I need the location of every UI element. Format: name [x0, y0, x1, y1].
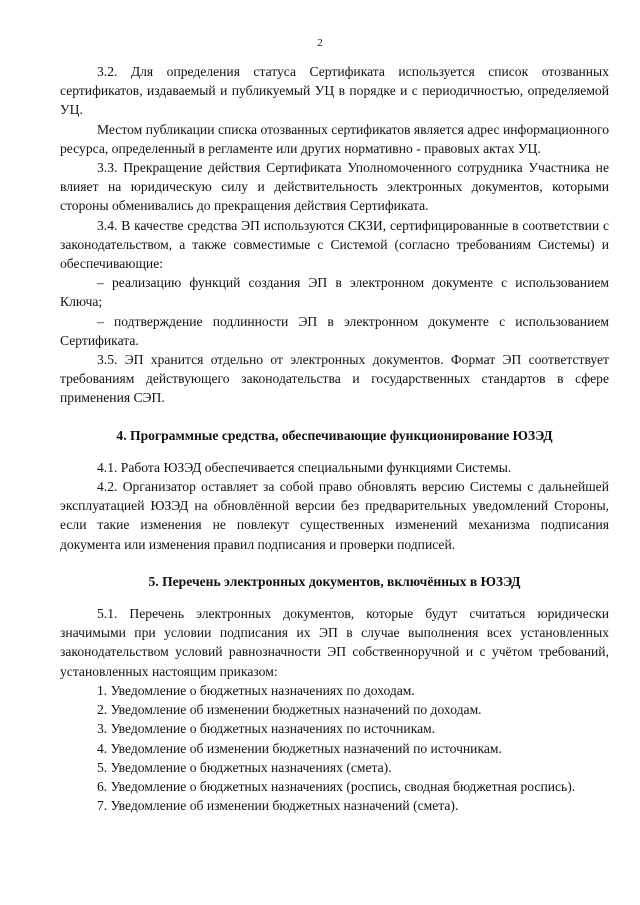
list-item: 4. Уведомление об изменении бюджетных назначений по источникам. [97, 740, 502, 756]
paragraph-4-1: 4.1. Работа ЮЗЭД обеспечивается специальными функциями Системы. [97, 459, 512, 475]
list-item: 5. Уведомление о бюджетных назначениях (смета). [97, 759, 392, 775]
paragraph-dash-verification: – подтверждение подлинности ЭП в электронном документе с использованием Сертификата. [60, 313, 609, 348]
list-item: 7. Уведомление об изменении бюджетных назначений (смета). [97, 798, 459, 814]
paragraph-publication-place: Местом публикации списка отозванных сертификатов является адрес информационного ресурса, определенный в регламенте или других нормативно - правовых актах УЦ. [60, 121, 609, 156]
list-item: 6. Уведомление о бюджетных назначениях (роспись, сводная бюджетная роспись). [97, 778, 576, 794]
list-item: 3. Уведомление о бюджетных назначениях по источникам. [97, 721, 436, 737]
document-body [60, 62, 609, 815]
paragraph-4-2: 4.2. Организатор оставляет за собой право обновлять версию Системы с дальнейшей эксплуатацией ЮЗЭД на обновлённой версии без предварительных уведомлений Стороны, если такие изменения не повлекут существенных изменений механизма подписания документа или изменения правил подписания и проверки подписей. [60, 479, 609, 552]
paragraph-3-4: 3.4. В качестве средства ЭП используются СКЗИ, сертифицированные в соответствии с законодательством, а также совместимые с Системой (согласно требованиям Системы) и обеспечивающие: [60, 217, 609, 272]
page-number: 2 [317, 37, 323, 49]
paragraph-3-2: 3.2. Для определения статуса Сертификата используется список отозванных сертификатов, издаваемый и публикуемый УЦ в порядке и с периодичностью, определяемой УЦ. [60, 64, 609, 118]
paragraph-dash-creation: – реализацию функций создания ЭП в электронном документе с использованием Ключа; [60, 275, 609, 310]
section-4-heading: 4. Программные средства, обеспечивающие функционирование ЮЗЭД [116, 427, 553, 443]
paragraph-3-5: 3.5. ЭП хранится отдельно от электронных документов. Формат ЭП соответствует требованиям действующего законодательства и государственных стандартов в сфере применения СЭП. [60, 352, 609, 406]
list-item: 2. Уведомление об изменении бюджетных назначений по доходам. [97, 702, 482, 718]
paragraph-5-1: 5.1. Перечень электронных документов, которые будут считаться юридически значимыми при условии подписания их ЭП в случае выполнения всех установленных законодательством условий равнозначности ЭП собственноручной и с учётом требований, установленных настоящим приказом: [60, 606, 609, 679]
list-item: 1. Уведомление о бюджетных назначениях по доходам. [97, 682, 415, 698]
section-5-heading: 5. Перечень электронных документов, включённых в ЮЗЭД [148, 573, 521, 589]
paragraph-3-3: 3.3. Прекращение действия Сертификата Уполномоченного сотрудника Участника не влияет на юридическую силу и действительность электронных документов, которыми стороны обменивались до прекращения действия Сертификата. [60, 160, 609, 214]
